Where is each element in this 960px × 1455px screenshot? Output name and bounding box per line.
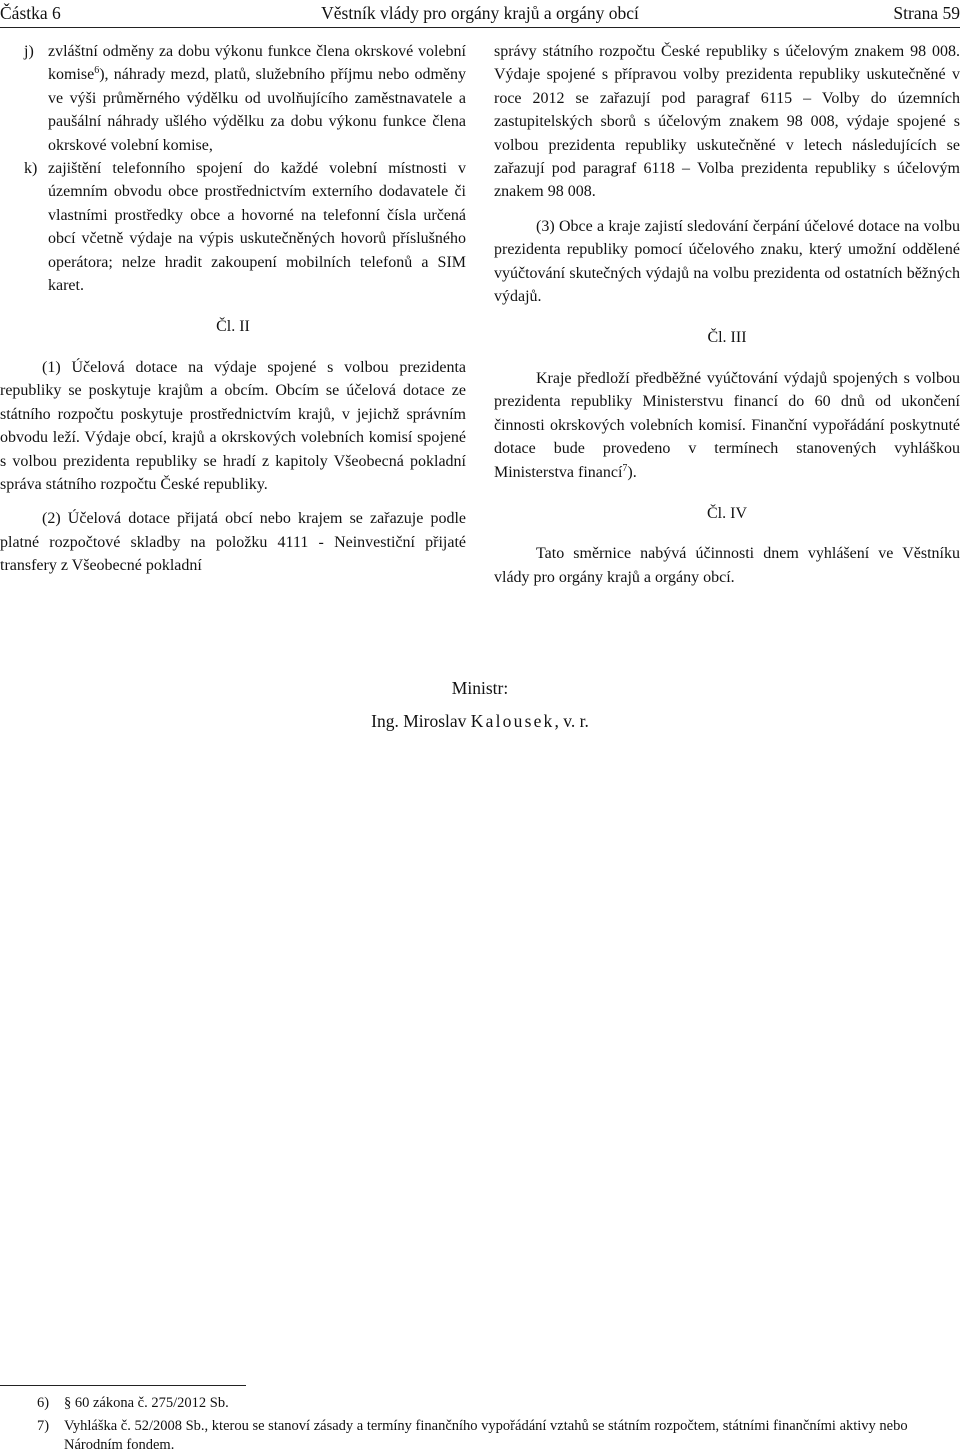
signature-block (0, 672, 960, 738)
list-marker: k) (24, 160, 38, 178)
page-header (0, 2, 960, 24)
list-item-text: zajištění telefonního spojení do každé volební místnosti v územním obvodu obce prostřednictvím externího dodavatele či vlastními prostředky obce a hovorné na telefonní čísla určená obcí včetně výdaje na výpis uskutečněných hovorů příslušného operátora; nelze hradit zakoupení mobilních telefonů a SIM karet. (48, 160, 466, 295)
footnote-6 (0, 1394, 960, 1414)
footnote-7 (0, 1417, 960, 1455)
paragraph: (3) Obce a kraje zajistí sledování čerpání účelové dotace na volbu prezidenta republiky pomocí účelového znaku, který umožní oddělené vyúčtování skutečných výdajů na volbu prezidenta od ostatních běžných výdajů. (494, 217, 960, 306)
paragraph-text: ). (627, 463, 637, 481)
list-marker: j) (24, 43, 34, 60)
footnote-text: Vyhláška č. 52/2008 Sb., kterou se stanoví zásady a termíny finančního vypořádání vztahů se státním rozpočtem, státními finančními aktivy nebo Národním fondem. (64, 1418, 908, 1453)
surname: Kalousek (470, 711, 555, 731)
paragraph (494, 367, 960, 484)
issue-number: Částka 6 (0, 3, 61, 23)
footnote-ref: 7 (622, 462, 628, 474)
footnote-rule (0, 1385, 246, 1386)
list-item-text: ), náhrady mezd, platů, služebního příjmu nebo odměny ve výši průměrného výdělku od uvolňujícího zaměstnavatele a paušální náhrady ušlého výdělku za dobu výkonu funkce člena okrskové volební komise, (48, 66, 466, 154)
paragraph: (2) Účelová dotace přijatá obcí nebo krajem se zařazuje podle platné rozpočtové skladby na položku 4111 - Neinvestiční přijaté transfery z Všeobecné pokladní (0, 510, 466, 575)
footnote-number: 6) (37, 1395, 50, 1411)
list-item-text: zvláštní odměny za dobu výkonu funkce člena okrskové volební komise (48, 43, 466, 84)
footnote-number: 7) (37, 1418, 50, 1434)
header-rule (0, 27, 960, 28)
journal-title: Věstník vlády pro orgány krajů a orgány obcí (321, 3, 639, 23)
article-heading: Čl. III (707, 329, 747, 347)
paragraph: Tato směrnice nabývá účinnosti dnem vyhlášení ve Věstníku vlády pro orgány krajů a orgány obcí. (494, 545, 960, 586)
paragraph: správy státního rozpočtu České republiky s účelovým znakem 98 008. Výdaje spojené s přípravou volby prezidenta republiky uskutečněné v roce 2012 se zařazují pod paragraf 6115 – Volby do územních zastupitelských sborů s účelovým znakem 98 008, výdaje spojené s volbou prezidenta republiky uskutečněné v letech následujících se zařazují pod paragraf 6118 – Volba prezidenta republiky s účelovým znakem 98 008. (494, 43, 960, 201)
list-item-j (0, 40, 466, 157)
article-heading: Čl. II (216, 318, 250, 336)
list-item-k (0, 157, 466, 297)
paragraph-text: Kraje předloží předběžné vyúčtování výdajů spojených s volbou prezidenta republiky Ministerstvu financí do 60 dnů od ukončení činnosti okrskových volebních komisí. Finanční vypořádání poskytnuté dotace bude provedeno v termínech stanovených vyhláškou Ministerstva financí (494, 369, 960, 481)
left-column (0, 40, 466, 578)
footnote-ref: 6 (94, 65, 100, 77)
article-heading: Čl. IV (707, 504, 747, 522)
signature-label: Ministr: (451, 678, 509, 698)
right-column (494, 40, 960, 589)
page-number: Strana 59 (893, 3, 960, 23)
paragraph: (1) Účelová dotace na výdaje spojené s volbou prezidenta republiky se poskytuje krajům a obcím. Obcím se účelová dotace ze státního rozpočtu poskytuje prostřednictvím krajů, v jejichž správním obvodu leží. Výdaje obcí, krajů a okrskových volebních komisí spojené s volbou prezidenta republiky se hradí z kapitoly Všeobecná pokladní správa státního rozpočtu České republiky. (0, 358, 466, 493)
footnote-text: § 60 zákona č. 275/2012 Sb. (64, 1395, 229, 1411)
signature-name: Ing. Miroslav Kalousek, v. r. (371, 711, 589, 731)
